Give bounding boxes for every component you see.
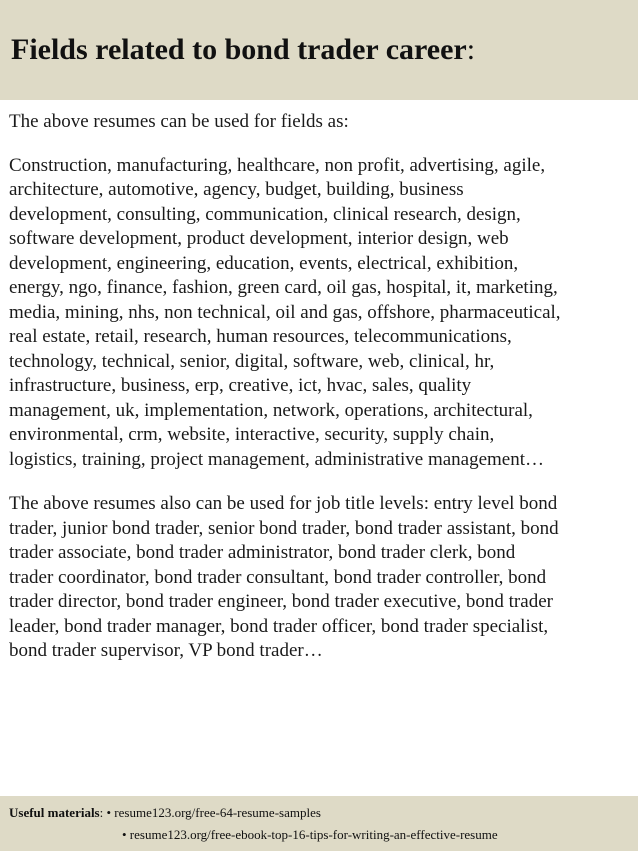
job-levels-line: bond trader supervisor, VP bond trader… <box>9 640 323 661</box>
job-levels-line: The above resumes also can be used for job title levels: entry level bond <box>9 493 558 514</box>
job-levels-line: leader, bond trader manager, bond trader officer, bond trader specialist, <box>9 615 549 637</box>
job-levels-paragraph <box>9 492 633 664</box>
fields-line: environmental, crm, website, interactive, security, supply chain, <box>9 424 495 445</box>
title-banner <box>0 0 638 100</box>
useful-materials-footer <box>0 796 638 851</box>
fields-line: architecture, automotive, agency, budget, building, business <box>9 179 464 200</box>
fields-line: energy, ngo, finance, fashion, green card, oil gas, hospital, it, marketing, <box>9 277 558 298</box>
job-levels-line: trader, junior bond trader, senior bond trader, bond trader assistant, bond <box>9 517 559 539</box>
fields-paragraph <box>9 154 633 473</box>
fields-line: real estate, retail, research, human resources, telecommunications, <box>9 326 512 347</box>
fields-line: development, engineering, education, events, electrical, exhibition, <box>9 252 519 274</box>
useful-materials-label: Useful materials <box>9 805 100 820</box>
fields-line: media, mining, nhs, non technical, oil and gas, offshore, pharmaceutical, <box>9 301 561 323</box>
fields-line: management, uk, implementation, network, operations, architectural, <box>9 399 533 421</box>
job-levels-line: trader director, bond trader engineer, bond trader executive, bond trader <box>9 591 553 612</box>
job-levels-line: trader coordinator, bond trader consultant, bond trader controller, bond <box>9 566 547 588</box>
fields-line: technology, technical, senior, digital, software, web, clinical, hr, <box>9 350 495 372</box>
fields-line: software development, product development, interior design, web <box>9 228 509 249</box>
page-title <box>11 31 475 69</box>
footer-link[interactable]: • resume123.org/free-64-resume-samples <box>106 805 321 820</box>
fields-line: Construction, manufacturing, healthcare, non profit, advertising, agile, <box>9 154 546 176</box>
fields-line: development, consulting, communication, clinical research, design, <box>9 203 521 225</box>
footer-row <box>9 805 321 821</box>
content-body <box>9 110 633 664</box>
fields-line: logistics, training, project management, administrative management… <box>9 448 545 470</box>
footer-link[interactable]: • resume123.org/free-ebook-top-16-tips-for-writing-an-effective-resume <box>122 827 498 842</box>
page-title-text: Fields related to bond trader career <box>11 33 467 66</box>
intro-text: The above resumes can be used for fields as: <box>9 111 349 132</box>
footer-row <box>122 827 498 843</box>
footer-separator: : <box>99 805 107 820</box>
page-title-colon: : <box>466 33 476 66</box>
fields-line: infrastructure, business, erp, creative, ict, hvac, sales, quality <box>9 375 472 396</box>
job-levels-line: trader associate, bond trader administrator, bond trader clerk, bond <box>9 542 516 563</box>
